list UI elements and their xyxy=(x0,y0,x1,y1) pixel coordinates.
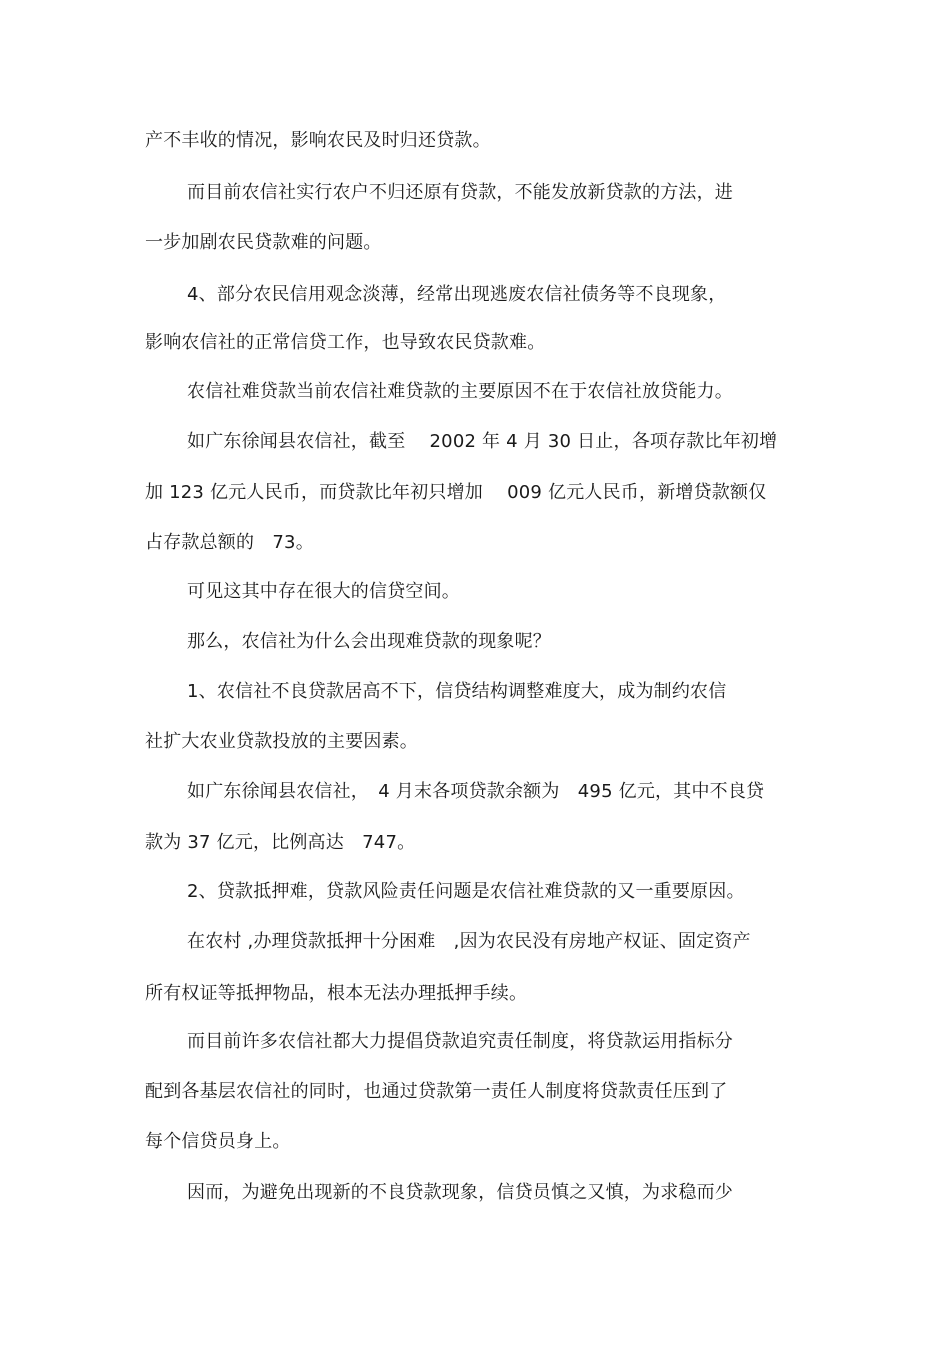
text-line: 如广东徐闻县农信社， 4 月末各项贷款余额为 495 亿元，其中不良贷 xyxy=(187,781,765,802)
text-line: 如广东徐闻县农信社，截至 2002 年 4 月 30 日止，各项存款比年初增 xyxy=(187,431,778,452)
text-line: 社扩大农业贷款投放的主要因素。 xyxy=(145,731,418,752)
text-line: 那么，农信社为什么会出现难贷款的现象呢？ xyxy=(187,631,551,652)
text-line: 一步加剧农民贷款难的问题。 xyxy=(145,232,382,253)
text-line: 农信社难贷款当前农信社难贷款的主要原因不在于农信社放贷能力。 xyxy=(187,381,733,402)
text-line: 在农村 ,办理贷款抵押十分困难 ,因为农民没有房地产权证、固定资产 xyxy=(187,931,751,952)
text-line: 产不丰收的情况，影响农民及时归还贷款。 xyxy=(145,130,491,151)
text-line: 所有权证等抵押物品，根本无法办理抵押手续。 xyxy=(145,983,528,1004)
text-line: 2、贷款抵押难，贷款风险责任问题是农信社难贷款的又一重要原因。 xyxy=(187,881,745,902)
text-line: 而目前许多农信社都大力提倡贷款追究责任制度，将贷款运用指标分 xyxy=(187,1031,733,1052)
text-line: 配到各基层农信社的同时，也通过贷款第一责任人制度将贷款责任压到了 xyxy=(145,1081,728,1102)
text-line: 因而，为避免出现新的不良贷款现象，信贷员慎之又慎，为求稳而少 xyxy=(187,1182,733,1203)
text-line: 款为 37 亿元，比例高达 747。 xyxy=(145,832,416,853)
text-line: 占存款总额的 73。 xyxy=(145,532,314,553)
text-line: 1、农信社不良贷款居高不下，信贷结构调整难度大，成为制约农信 xyxy=(187,681,727,702)
text-line: 每个信贷员身上。 xyxy=(145,1131,291,1152)
text-line: 影响农信社的正常信贷工作，也导致农民贷款难。 xyxy=(145,332,546,353)
text-line: 加 123 亿元人民币，而贷款比年初只增加 009 亿元人民币，新增贷款额仅 xyxy=(145,482,767,503)
text-line: 可见这其中存在很大的信贷空间。 xyxy=(187,581,460,602)
text-line: 4、部分农民信用观念淡薄，经常出现逃废农信社债务等不良现象， xyxy=(187,284,727,305)
text-line: 而目前农信社实行农户不归还原有贷款，不能发放新贷款的方法，进 xyxy=(187,182,733,203)
